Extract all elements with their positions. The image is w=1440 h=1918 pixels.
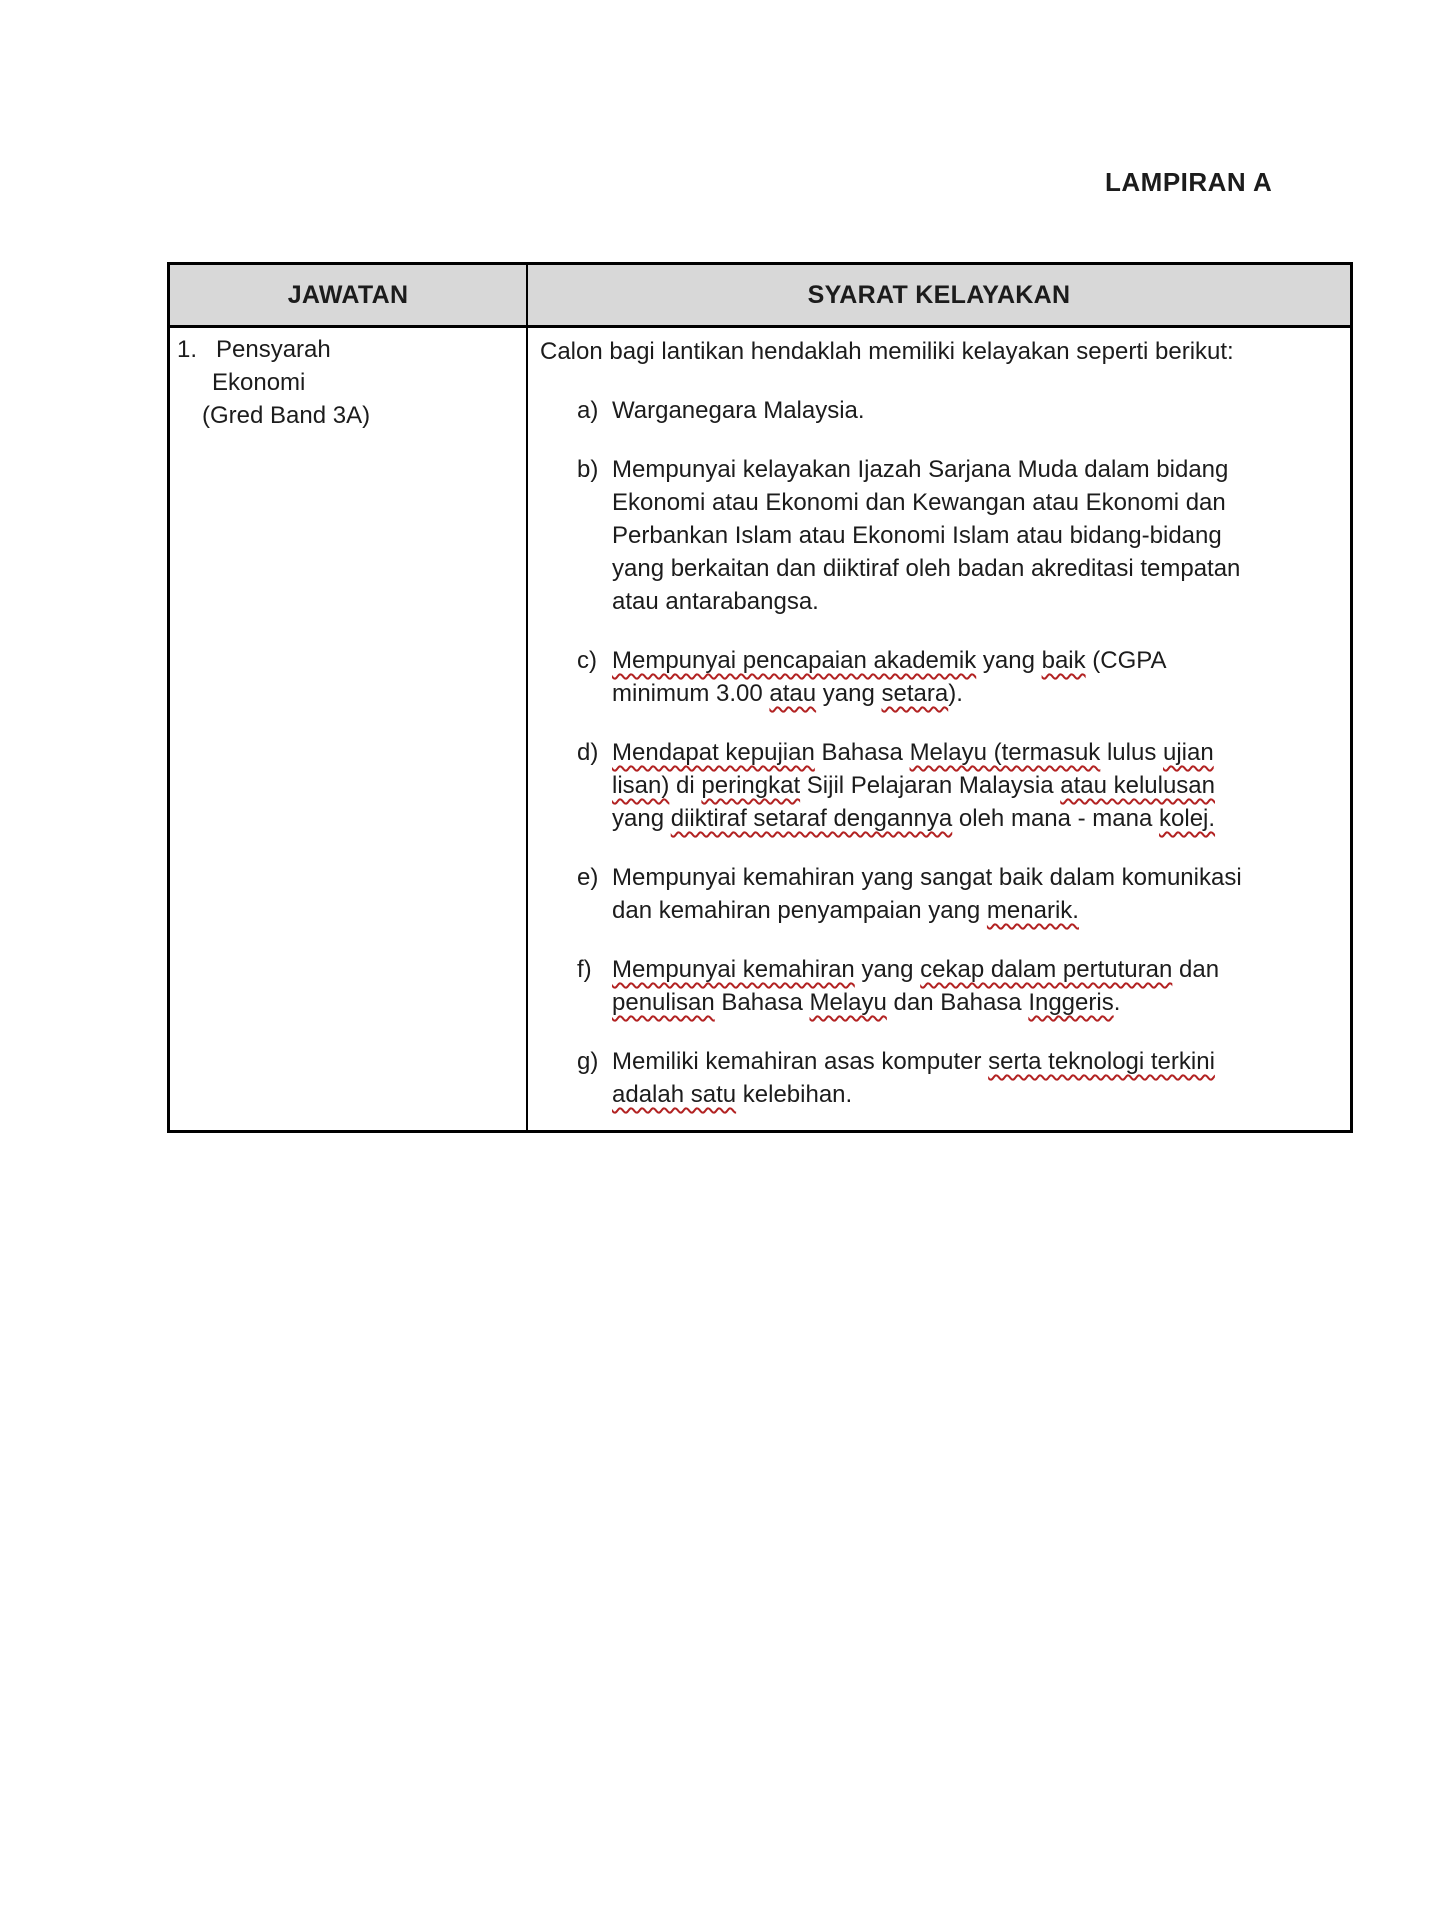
item-text [612,453,1240,618]
spellcheck-underlined-text: diiktiraf setaraf dengannya [670,805,953,832]
position-number: 1. [177,336,198,363]
item-text-line [612,861,1242,894]
plain-text: yang berkaitan dan diiktiraf oleh badan akreditasi tempatan [612,555,1241,582]
plain-text: Mempunyai kemahiran yang sangat baik dalam komunikasi [612,864,1242,891]
position-title-line1: Pensyarah [216,336,331,363]
item-label: a) [577,397,599,424]
spellcheck-underlined-text: menarik. [986,897,1079,924]
plain-text: Sijil Pelajaran Malaysia [800,772,1061,799]
requirements-list [540,394,1340,1111]
requirement-item [540,736,1340,835]
requirements-table [167,262,1353,1133]
item-text-line [612,1078,1215,1111]
plain-text: Mempunyai kelayakan Ijazah Sarjana Muda dalam bidang [612,456,1229,483]
table-header-jawatan: JAWATAN [170,265,528,328]
spellcheck-underlined-text: Inggeris [1028,989,1114,1016]
item-text-line [612,519,1240,552]
spellcheck-underlined-text: cekap dalam pertuturan [920,956,1173,983]
item-text-line [612,677,1167,710]
item-label: e) [577,864,599,891]
item-text-line [612,894,1242,927]
plain-text: oleh mana - mana [952,805,1160,832]
position-row [177,333,520,366]
item-text [612,644,1167,710]
plain-text: minimum 3.00 [612,680,770,707]
item-label: c) [577,647,597,674]
item-label: d) [577,739,599,766]
item-text [612,1045,1215,1111]
spellcheck-underlined-text: lisan) [612,772,670,799]
spellcheck-underlined-text: Melayu [809,989,887,1016]
spellcheck-underlined-text: Melayu (termasuk [909,739,1101,766]
item-text-line [612,769,1215,802]
item-text-line [612,953,1219,986]
item-text-line [612,736,1215,769]
spellcheck-underlined-text: Mendapat kepujian [612,739,815,766]
spellcheck-underlined-text: adalah satu [612,1081,737,1108]
plain-text: Memiliki kemahiran asas komputer [612,1048,989,1075]
plain-text: . [1113,989,1121,1016]
item-label: g) [577,1048,599,1075]
item-text [612,861,1242,927]
spellcheck-underlined-text: Mempunyai pencapaian akademik [612,647,977,674]
plain-text: dan [1172,956,1220,983]
item-text-line [612,986,1219,1019]
plain-text: yang [854,956,921,983]
plain-text: Bahasa [814,739,910,766]
table-header-syarat-kelayakan: SYARAT KELAYAKAN [528,265,1350,328]
plain-text: yang [976,647,1042,674]
item-text-line [612,453,1240,486]
spellcheck-underlined-text: penulisan [612,989,715,1016]
spellcheck-underlined-text: Mempunyai kemahiran [612,956,855,983]
item-text [612,953,1219,1019]
requirements-intro: Calon bagi lantikan hendaklah memiliki kelayakan seperti berikut: [540,338,1234,365]
position-grade: (Gred Band 3A) [202,402,371,429]
item-text-line [612,644,1167,677]
plain-text: atau antarabangsa. [612,588,819,615]
plain-text: kelebihan. [736,1081,853,1108]
spellcheck-underlined-text: baik [1041,647,1086,674]
plain-text: dan kemahiran penyampaian yang [612,897,987,924]
plain-text: dan Bahasa [886,989,1029,1016]
plain-text: di [669,772,702,799]
requirement-item [540,861,1340,927]
spellcheck-underlined-text: serta teknologi terkini [988,1048,1215,1075]
requirement-item [540,394,1340,427]
position-title-line2: Ekonomi [212,369,306,396]
item-text [612,394,865,427]
plain-text: Bahasa [714,989,810,1016]
spellcheck-underlined-text: setara [881,680,949,707]
item-text-line [612,394,865,427]
spellcheck-underlined-text: kolej. [1159,805,1216,832]
spellcheck-underlined-text: peringkat [701,772,801,799]
spellcheck-underlined-text: atau [769,680,817,707]
plain-text: ). [948,680,963,707]
spellcheck-underlined-text: atau kelulusan [1060,772,1215,799]
syarat-cell [528,328,1350,1130]
spellcheck-underlined-text: ujian [1163,739,1214,766]
item-text-line [612,802,1215,835]
jawatan-cell [170,328,528,1130]
requirement-item [540,953,1340,1019]
plain-text: (CGPA [1085,647,1167,674]
item-text-line [612,585,1240,618]
plain-text: Perbankan Islam atau Ekonomi Islam atau bidang-bidang [612,522,1222,549]
item-text-line [612,552,1240,585]
annex-label: LAMPIRAN A [1105,167,1273,197]
plain-text: yang [816,680,882,707]
requirement-item [540,1045,1340,1111]
requirement-item [540,453,1340,618]
plain-text: Warganegara Malaysia. [612,397,865,424]
item-label: b) [577,456,599,483]
item-label: f) [577,956,592,983]
plain-text: yang [612,805,671,832]
item-text-line [612,486,1240,519]
item-text [612,736,1215,835]
plain-text: lulus [1100,739,1163,766]
plain-text: Ekonomi atau Ekonomi dan Kewangan atau Ekonomi dan [612,489,1226,516]
item-text-line [612,1045,1215,1078]
requirement-item [540,644,1340,710]
